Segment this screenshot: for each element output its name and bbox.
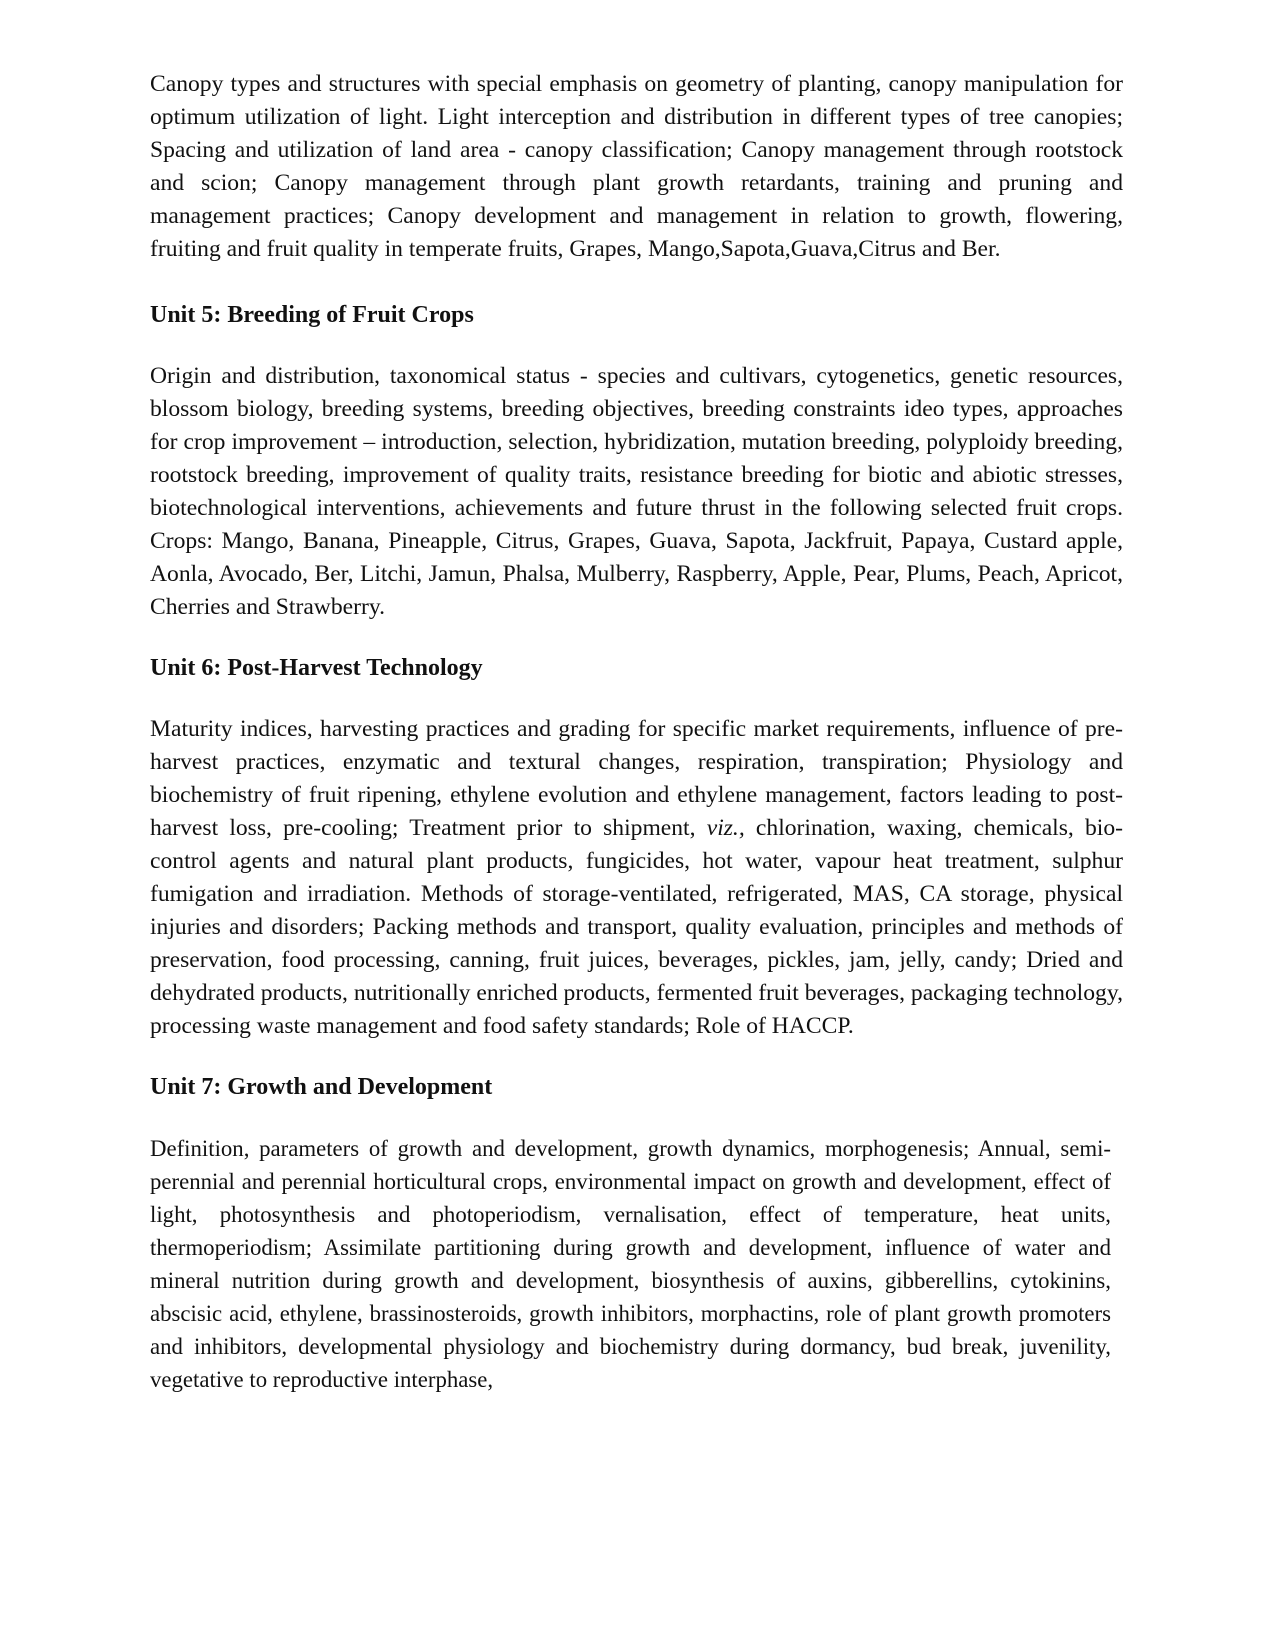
unit6-heading: Unit 6: Post-Harvest Technology — [150, 655, 483, 681]
unit6-body-italic: viz., — [706, 815, 745, 841]
intro-paragraph: Canopy types and structures with special emphasis on geometry of planting, canopy manipulation for optimum utilization of light. Light interception and distribution in different types of tree canopies; Spacing and utilization of land area - canopy classification; Canopy management through rootstock and scion; Canopy management through plant growth retardants, training and pruning and management practices; Canopy development and management in relation to growth, flowering, fruiting and fruit quality in temperate fruits, Grapes, Mango,Sapota,Guava,Citrus and Ber. — [150, 71, 1123, 262]
document-page — [150, 68, 1123, 1396]
unit6-body-part2: chlorination, waxing, chemicals, bio-control agents and natural plant products, fungicides, hot water, vapour heat treatment, sulphur fumigation and irradiation. Methods of storage-ventilated, refrigerated, MAS, CA storage, physical injuries and disorders; Packing methods and transport, quality evaluation, principles and methods of preservation, food processing, canning, fruit juices, beverages, pickles, jam, jelly, candy; Dried and dehydrated products, nutritionally enriched products, fermented fruit beverages, packaging technology, processing waste management and food safety standards; Role of HACCP. — [150, 815, 1123, 1039]
unit5-heading: Unit 5: Breeding of Fruit Crops — [150, 302, 474, 328]
unit6-body-part1: Maturity indices, harvesting practices and grading for specific market requirements, influence of pre-harvest practices, enzymatic and textural changes, respiration, transpiration; Physiology and biochemistry of fruit ripening, ethylene evolution and ethylene management, factors leading to post-harvest loss, pre-cooling; Treatment prior to shipment, — [150, 716, 1123, 841]
unit5-body: Origin and distribution, taxonomical status - species and cultivars, cytogenetics, genetic resources, blossom biology, breeding systems, breeding objectives, breeding constraints ideo types, approaches for crop improvement – introduction, selection, hybridization, mutation breeding, polyploidy breeding, rootstock breeding, improvement of quality traits, resistance breeding for biotic and abiotic stresses, biotechnological interventions, achievements and future thrust in the following selected fruit crops. Crops: Mango, Banana, Pineapple, Citrus, Grapes, Guava, Sapota, Jackfruit, Papaya, Custard apple, Aonla, Avocado, Ber, Litchi, Jamun, Phalsa, Mulberry, Raspberry, Apple, Pear, Plums, Peach, Apricot, Cherries and Strawberry. — [150, 363, 1123, 620]
unit6-body — [150, 713, 1123, 1043]
unit7-heading: Unit 7: Growth and Development — [150, 1074, 493, 1100]
unit7-body: Definition, parameters of growth and development, growth dynamics, morphogenesis; Annual, semi-perennial and perennial horticultural crops, environmental impact on growth and development, effect of light, photosynthesis and photoperiodism, vernalisation, effect of temperature, heat units, thermoperiodism; Assimilate partitioning during growth and development, influence of water and mineral nutrition during growth and development, biosynthesis of auxins, gibberellins, cytokinins, abscisic acid, ethylene, brassinosteroids, growth inhibitors, morphactins, role of plant growth promoters and inhibitors, developmental physiology and biochemistry during dormancy, bud break, juvenility, vegetative to reproductive interphase, — [150, 1136, 1111, 1392]
